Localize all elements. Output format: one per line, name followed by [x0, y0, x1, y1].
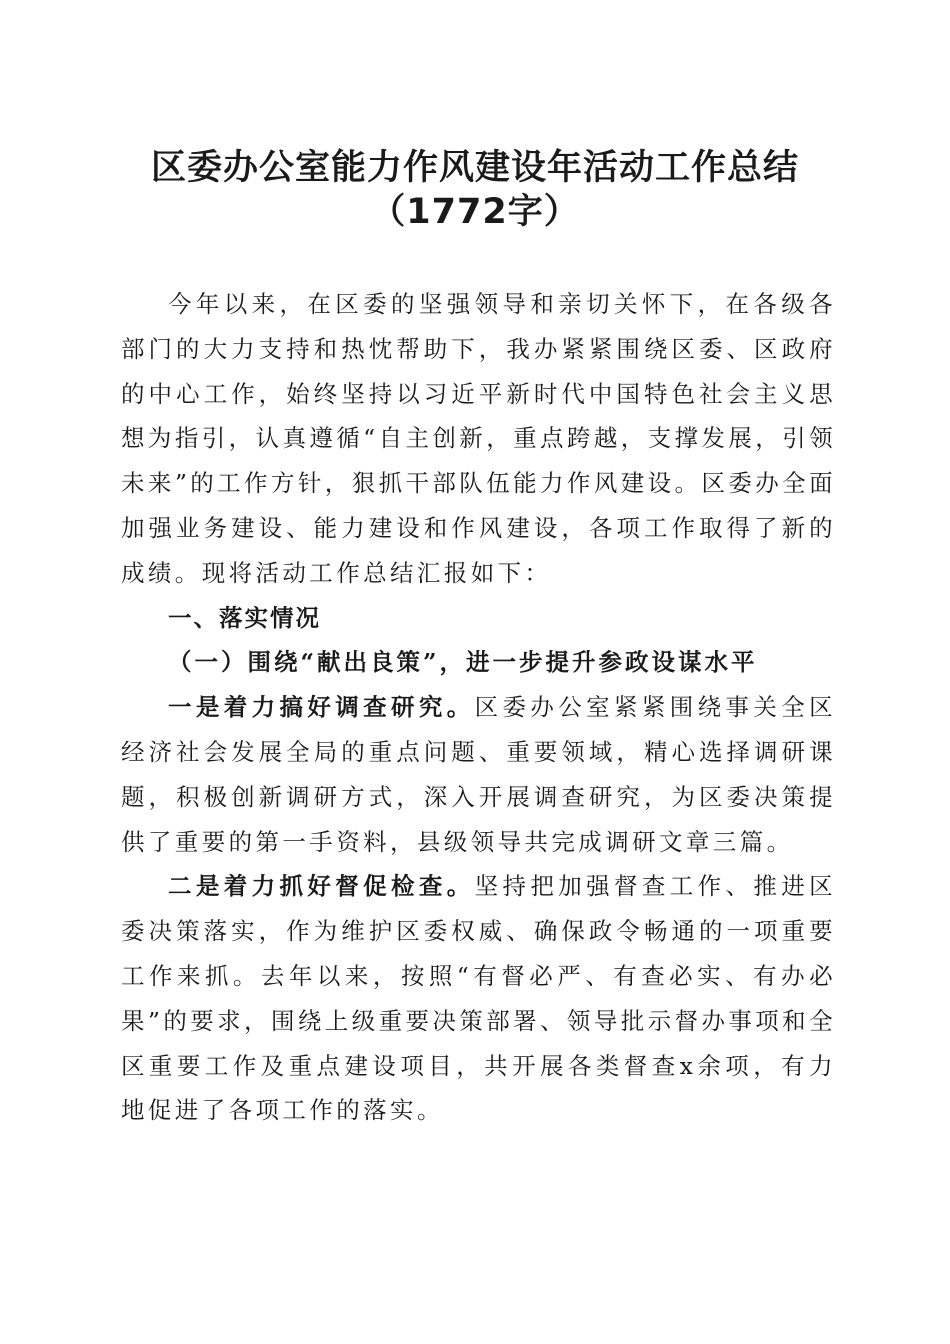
- section-heading: 一、落实情况: [168, 603, 321, 632]
- document-word-count: （1772字）: [370, 192, 580, 232]
- document-title: 区委办公室能力作风建设年活动工作总结: [150, 148, 799, 188]
- intro-paragraph: 今年以来，在区委的坚强领导和亲切关怀下，在各级各部门的大力支持和热忱帮助下，我办紧紧围绕区委、区政府的中心工作，始终坚持以习近平新时代中国特色社会主义思想为指引，认真遵循“自主创新，重点跨越，支撑发展，引领未来”的工作方针，狠抓干部队伍能力作风建设。区委办全面加强业务建设、能力建设和作风建设，各项工作取得了新的成绩。现将活动工作总结汇报如下：: [121, 290, 836, 587]
- point-1-lead: 一是着力搞好调查研究。: [168, 693, 475, 722]
- point-1-text: 区委办公室紧紧围绕事关全区经济社会发展全局的重点问题、重要领域，精心选择调研课题，积极创新调研方式，深入开展调查研究，为区委决策提供了重要的第一手资料，县级领导共完成调研文章三篇。: [121, 693, 836, 856]
- point-2-lead: 二是着力抓好督促检查。: [168, 872, 475, 901]
- point-paragraph-1: [121, 685, 836, 864]
- document-body: [121, 282, 836, 1133]
- point-paragraph-2: [121, 864, 836, 1133]
- point-2-text: 坚持把加强督查工作、推进区委决策落实，作为维护区委权威、确保政令畅通的一项重要工作来抓。去年以来，按照“有督必严、有查必实、有办必果”的要求，围绕上级重要决策部署、领导批示督办事项和全区重要工作及重点建设项目，共开展各类督查x余项，有力地促进了各项工作的落实。: [121, 872, 836, 1125]
- subsection-heading: （一）围绕“献出良策”，进一步提升参政设谋水平: [168, 648, 758, 677]
